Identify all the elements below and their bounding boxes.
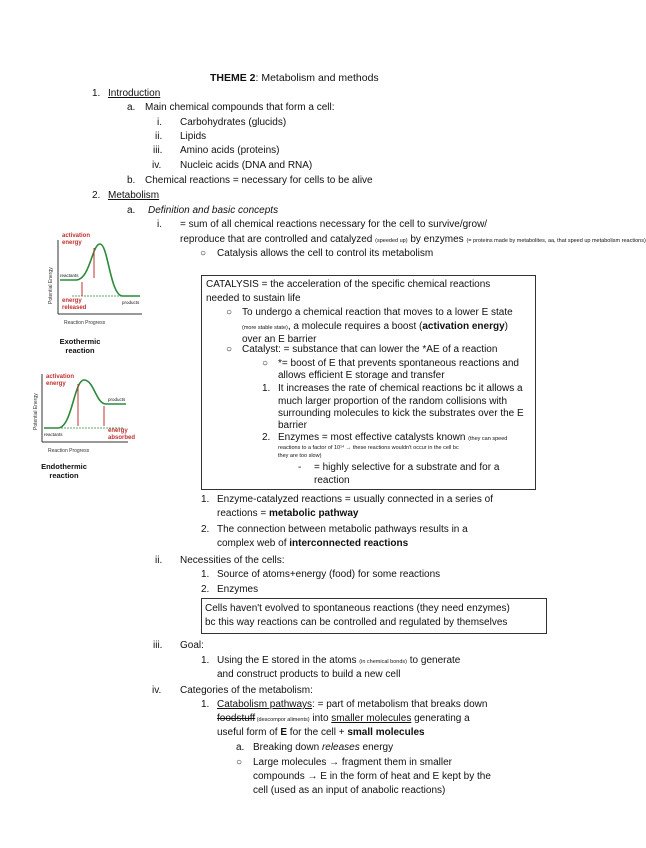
small-note: (descompor aliments) <box>255 717 310 723</box>
activation-label: activation <box>46 374 75 380</box>
text-run: by enzymes <box>407 234 467 245</box>
small-note: reactions to a factor of 10¹⁴ → these reactions wouldn't occur in the cell bc <box>278 445 459 451</box>
paragraph-line: The connection between metabolic pathways results in a <box>217 524 468 535</box>
list-item: Lipids <box>180 131 207 142</box>
caption-line: reaction <box>49 471 79 480</box>
caption-line: Endothermic <box>41 462 87 471</box>
paragraph-line <box>217 655 460 668</box>
paragraph-line: = sum of all chemical reactions necessary for the cell to survive/grow/ <box>180 219 488 230</box>
list-marker: iii. <box>153 640 163 651</box>
text-run: to generate <box>406 655 461 666</box>
list-marker: a. <box>127 102 136 113</box>
section-heading-introduction: Introduction <box>108 88 161 99</box>
dash-marker: - <box>298 462 302 473</box>
list-marker: ii. <box>155 131 163 142</box>
box-line: bc this way reactions can be controlled and regulated by themselves <box>205 617 508 628</box>
products-label: products <box>108 397 126 402</box>
box-line: Catalyst: = substance that can lower the *AE of a reaction <box>242 344 498 355</box>
list-marker: a. <box>127 205 136 216</box>
page-title <box>210 72 379 84</box>
list-item: Categories of the metabolism: <box>180 685 313 696</box>
box-line: To undergo a chemical reaction that moves to a lower E state <box>242 307 513 318</box>
list-marker: i. <box>157 219 162 230</box>
list-item: Carbohydrates (glucids) <box>180 117 287 128</box>
text-run: for the cell + <box>287 727 348 738</box>
struck-text: foodstuff <box>217 713 256 724</box>
list-marker: 1. <box>262 383 271 394</box>
list-marker: b. <box>127 175 136 186</box>
text-run: generating a <box>411 713 470 724</box>
text-run: useful form of <box>217 727 281 738</box>
text-run: Enzymes = most effective catalysts known <box>278 432 469 443</box>
list-marker: 2. <box>201 524 210 535</box>
bullet-icon: ○ <box>226 307 233 318</box>
products-label: products <box>122 300 140 305</box>
list-item: Main chemical compounds that form a cell: <box>145 102 335 113</box>
x-axis-label: Reaction Progress <box>64 320 106 326</box>
energy-curve <box>60 244 140 296</box>
text-run: : = part of metabolism that breaks down <box>312 699 488 710</box>
paragraph-line <box>217 727 425 739</box>
box-line: over an E barrier <box>242 334 317 345</box>
list-item: Chemical reactions = necessary for cells to be alive <box>145 175 373 186</box>
text-run: Using the E stored in the atoms <box>217 655 360 666</box>
exothermic-caption <box>50 337 110 355</box>
endothermic-diagram <box>28 370 138 460</box>
key-term: metabolic pathway <box>268 508 359 519</box>
title-rest: : Metabolism and methods <box>255 72 379 84</box>
paragraph-line <box>180 234 646 247</box>
subheading: Definition and basic concepts <box>148 205 279 216</box>
list-marker: i. <box>157 117 162 128</box>
section-number: 2. <box>92 190 101 201</box>
x-axis-label: Reaction Progress <box>48 448 90 454</box>
list-item: Nucleic acids (DNA and RNA) <box>180 160 313 171</box>
released-label-2: released <box>62 305 87 311</box>
text-run: reactions = <box>217 508 269 519</box>
absorbed-label-2: absorbed <box>108 435 136 441</box>
small-note: (they can speed <box>468 436 508 442</box>
list-marker: iv. <box>152 160 162 171</box>
paragraph-line <box>217 713 470 726</box>
y-axis-label: Potential Energy <box>33 393 39 430</box>
list-marker: 2. <box>201 584 210 595</box>
box-line: surrounding molecules to kick the substrates over the E <box>278 408 524 419</box>
text-run: ) <box>504 321 508 332</box>
bullet-icon: ○ <box>200 248 207 259</box>
list-marker: a. <box>236 742 245 753</box>
caption-line: reaction <box>65 346 95 355</box>
key-term: interconnected reactions <box>289 538 409 549</box>
paragraph-line: compounds → E in the form of heat and E kept by the <box>253 771 491 782</box>
paragraph-line: and construct products to build a new cell <box>217 669 401 680</box>
bullet-icon: ○ <box>226 344 233 355</box>
bullet-icon: ○ <box>262 358 269 369</box>
box-line: CATALYSIS = the acceleration of the specific chemical reactions <box>206 279 491 290</box>
list-marker: 2. <box>262 432 271 443</box>
text-run: Breaking down <box>253 742 322 753</box>
reactants-label: reactants <box>60 273 79 278</box>
box-line: much larger proportion of the random collisions with <box>278 396 507 407</box>
released-label-1: energy <box>62 298 82 304</box>
key-term: small molecules <box>347 727 425 738</box>
bullet-text: Catalysis allows the cell to control its metabolism <box>217 248 434 259</box>
energy-label: energy <box>62 240 82 246</box>
list-marker: ii. <box>155 555 163 566</box>
list-item: Necessities of the cells: <box>180 555 285 566</box>
section-number: 1. <box>92 88 101 99</box>
list-item: Goal: <box>180 640 204 651</box>
text-run: energy <box>359 742 394 753</box>
energy-label: energy <box>46 381 66 387</box>
paragraph-line <box>217 508 358 520</box>
box-line: Cells haven't evolved to spontaneous reactions (they need enzymes) <box>205 603 510 614</box>
paragraph-line <box>217 538 408 550</box>
key-term: smaller molecules <box>331 713 412 724</box>
list-marker: iv. <box>152 685 162 696</box>
list-marker: 1. <box>201 569 210 580</box>
box-line: reaction <box>314 475 350 486</box>
bullet-icon: ○ <box>236 757 243 768</box>
paragraph-line: cell (used as an input of anabolic reactions) <box>253 785 446 796</box>
paragraph-line <box>217 699 487 711</box>
list-marker: 1. <box>201 494 210 505</box>
paragraph-line: Enzyme-catalyzed reactions = usually connected in a series of <box>217 494 493 505</box>
list-item <box>253 742 393 754</box>
small-note: (= proteins made by metabolites, aa, that speed up metabolism reactions) <box>466 238 646 244</box>
box-line: It increases the rate of chemical reactions bc it allows a <box>278 383 523 394</box>
small-note: (more stable state) <box>242 325 288 331</box>
list-marker: 1. <box>201 655 210 666</box>
absorbed-label-1: energy <box>108 428 128 434</box>
text-run: complex web of <box>217 538 290 549</box>
energy-curve <box>44 380 126 428</box>
list-marker: iii. <box>153 145 163 156</box>
endothermic-caption <box>34 462 94 480</box>
small-note: (speeded up) <box>375 238 408 244</box>
title-theme: THEME 2 <box>210 72 256 84</box>
paragraph-line: Large molecules → fragment them in smaller <box>253 757 452 768</box>
list-item: Enzymes <box>217 584 259 595</box>
box-line: needed to sustain life <box>206 293 301 304</box>
section-heading-metabolism: Metabolism <box>108 190 160 201</box>
activation-label: activation <box>62 233 91 239</box>
caption-line: Exothermic <box>59 337 101 346</box>
box-line <box>242 321 508 334</box>
text-run: into <box>309 713 332 724</box>
small-note: (in chemical bonds) <box>359 659 407 665</box>
list-marker: 1. <box>201 699 210 710</box>
list-item: Source of atoms+energy (food) for some reactions <box>217 569 441 580</box>
key-term: E <box>280 727 288 738</box>
box-line: allows efficient E storage and transfer <box>278 370 445 381</box>
reactants-label: reactants <box>44 432 63 437</box>
box-line: = highly selective for a substrate and for a <box>314 462 500 473</box>
exothermic-diagram <box>42 228 152 338</box>
text-run: reproduce that are controlled and catalyzed <box>180 234 376 245</box>
list-item: Amino acids (proteins) <box>180 145 280 156</box>
text-run: , a molecule requires a boost ( <box>287 321 423 332</box>
box-line: *= boost of E that prevents spontaneous reactions and <box>278 358 519 369</box>
key-term: Catabolism pathways <box>217 699 313 710</box>
emphasis: releases <box>321 742 360 753</box>
box-line: barrier <box>278 420 307 431</box>
key-term: activation energy <box>422 321 505 332</box>
y-axis-label: Potential Energy <box>48 267 54 304</box>
small-note: they are too slow) <box>278 453 322 459</box>
